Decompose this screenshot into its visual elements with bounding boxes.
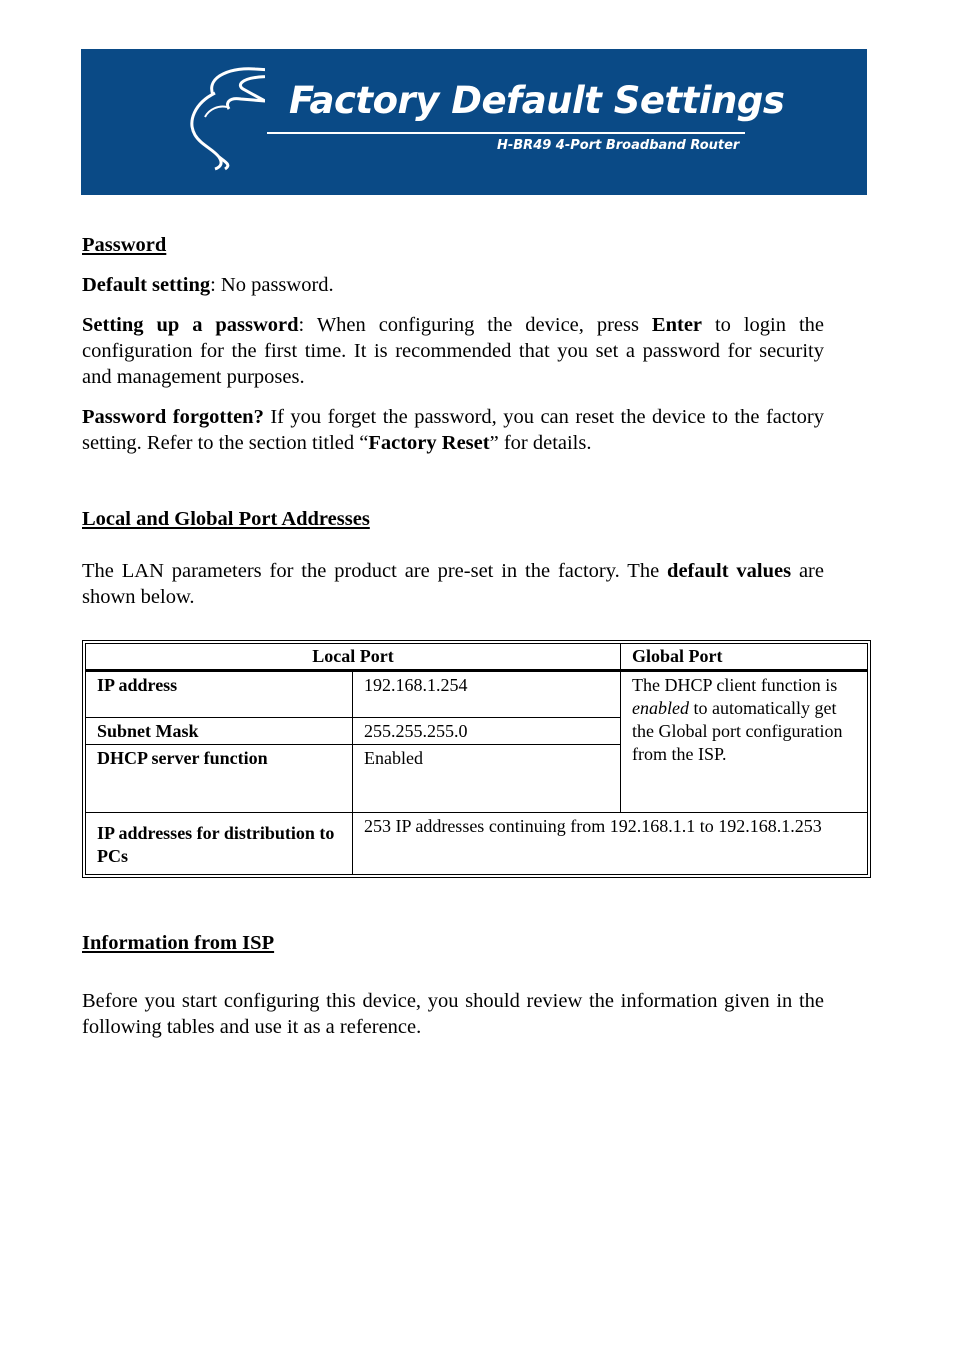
global-port-header: Global Port xyxy=(621,644,868,671)
enter-key-label: Enter xyxy=(651,314,703,336)
ports-intro-text-2: are shown below. xyxy=(82,560,824,608)
setup-text-1: : When configuring the device, press xyxy=(298,314,652,336)
ports-heading: Local and Global Port Addresses xyxy=(82,508,370,530)
table-row-value: 192.168.1.254 xyxy=(353,671,621,718)
table-row-label: IP addresses for distribution to PCs xyxy=(86,813,353,875)
default-setting-text: : No password. xyxy=(210,274,334,296)
default-setting-paragraph xyxy=(82,272,824,298)
global-port-enabled: enabled xyxy=(632,698,689,718)
document-body xyxy=(82,232,824,610)
banner-title: Factory Default Settings xyxy=(289,79,785,122)
global-port-cell xyxy=(621,671,868,813)
global-port-text-2: to automatically get the Global port configuration from the ISP. xyxy=(632,698,843,764)
password-forgotten-paragraph xyxy=(82,404,824,456)
table-row-label: Subnet Mask xyxy=(86,718,353,745)
banner-subtitle: H-BR49 4-Port Broadband Router xyxy=(497,138,740,153)
banner-divider xyxy=(267,132,745,134)
table-row-value: 255.255.255.0 xyxy=(353,718,621,745)
password-heading: Password xyxy=(82,234,167,256)
eagle-logo-icon xyxy=(185,65,265,171)
table-row-label: IP address xyxy=(86,671,353,718)
forgot-text-2: ” for details. xyxy=(489,432,592,454)
setup-password-label: Setting up a password xyxy=(82,314,299,336)
factory-reset-reference: Factory Reset xyxy=(368,432,490,454)
ports-intro-text-1: The LAN parameters for the product are pre-set in the factory. The xyxy=(82,560,668,582)
port-addresses-table xyxy=(82,640,871,878)
forgot-text-1: If you forget the password, you can reset the device to the factory setting. Refer to the section titled “ xyxy=(82,406,824,454)
default-values-label: default values xyxy=(667,560,792,582)
header-banner xyxy=(81,49,867,195)
table-row-value: 253 IP addresses continuing from 192.168.1.1 to 192.168.1.253 xyxy=(353,813,868,875)
setup-password-paragraph xyxy=(82,312,824,390)
isp-heading: Information from ISP xyxy=(82,932,275,954)
isp-paragraph: Before you start configuring this device, you should review the information given in the following tables and use it as a reference. xyxy=(82,990,824,1038)
table-row-label: DHCP server function xyxy=(86,745,353,813)
setup-text-2: to login the configuration for the first time. It is recommended that you set a password for security and management purposes. xyxy=(82,314,824,388)
global-port-text-1: The DHCP client function is xyxy=(632,675,838,695)
password-forgotten-label: Password forgotten? xyxy=(82,406,264,428)
default-setting-label: Default setting xyxy=(82,274,211,296)
table-row-value: Enabled xyxy=(353,745,621,813)
isp-section xyxy=(82,930,824,1040)
local-port-header: Local Port xyxy=(86,644,621,671)
ports-intro-paragraph xyxy=(82,558,824,610)
